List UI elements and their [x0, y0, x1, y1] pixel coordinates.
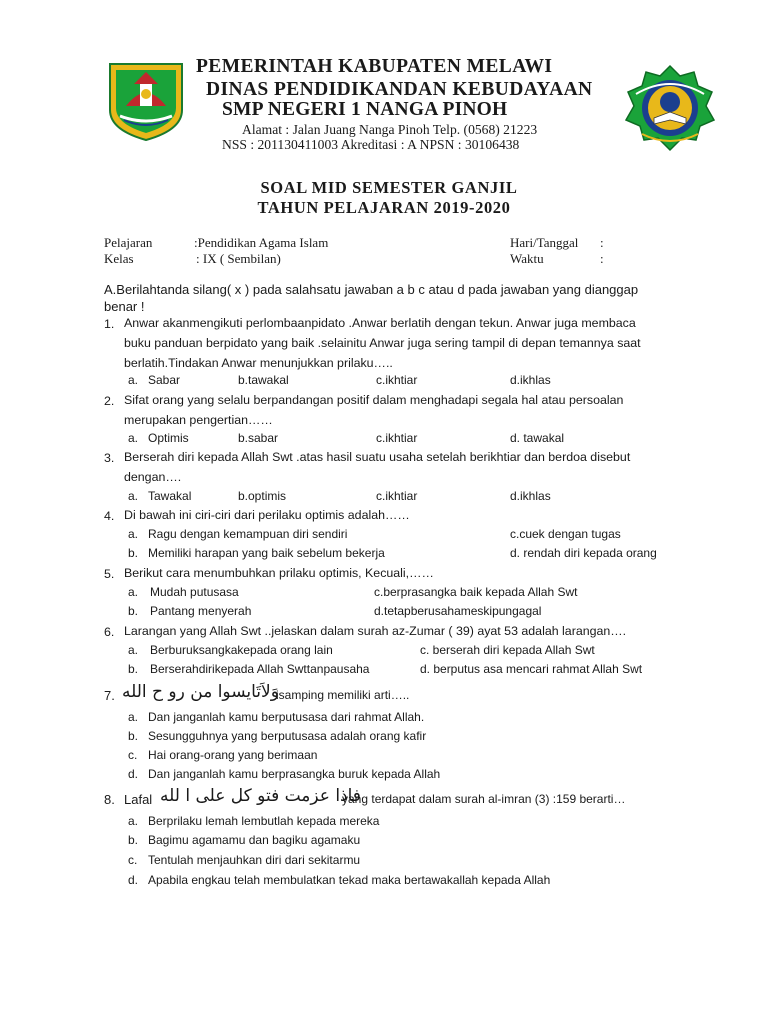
question-line: Anwar akanmengikuti perlombaanpidato .Anwar berlatih dengan tekun. Anwar juga membaca: [124, 316, 636, 330]
answer-option[interactable]: d.ikhlas: [510, 373, 551, 387]
answer-option[interactable]: d. tawakal: [510, 431, 565, 445]
option-letter: b.: [128, 833, 139, 847]
question-number: 5.: [104, 567, 115, 581]
answer-option[interactable]: Hai orang-orang yang berimaan: [148, 748, 318, 762]
answer-option[interactable]: Berprilaku lemah lembutlah kepada mereka: [148, 814, 380, 828]
answer-option[interactable]: Memiliki harapan yang baik sebelum bekerja: [148, 546, 385, 560]
question-line: berlatih.Tindakan Anwar menunjukkan prilaku…..: [124, 356, 393, 370]
answer-option[interactable]: Ragu dengan kemampuan diri sendiri: [148, 527, 348, 541]
instruction-text: A.Berilahtanda silang( x ) pada salahsatu jawaban a b c atau d pada jawaban yang dianggap benar !: [104, 282, 639, 314]
question-number: 1.: [104, 317, 115, 331]
option-letter: a.: [128, 527, 139, 541]
question-line: Larangan yang Allah Swt ..jelaskan dalam surah az-Zumar ( 39) ayat 53 adalah larangan….: [124, 624, 627, 638]
answer-option[interactable]: Tentulah menjauhkan diri dari sekitarmu: [148, 853, 361, 867]
question-number: 8.: [104, 792, 115, 807]
answer-option[interactable]: c.ikhtiar: [376, 431, 418, 445]
question-text: [124, 390, 672, 430]
answer-option[interactable]: Bagimu agamamu dan bagiku agamaku: [148, 833, 361, 847]
answer-option[interactable]: d.ikhlas: [510, 489, 551, 503]
answer-option[interactable]: Sesungguhnya yang berputusasa adalah orang kafir: [148, 729, 427, 743]
answer-option[interactable]: d. rendah diri kepada orang: [510, 546, 657, 560]
option-letter: b.: [128, 729, 139, 743]
question-text: [124, 563, 672, 583]
answer-option[interactable]: b.sabar: [238, 431, 279, 445]
answer-option[interactable]: d. berputus asa mencari rahmat Allah Swt: [420, 662, 643, 676]
answer-option[interactable]: Apabila engkau telah membulatkan tekad maka bertawakallah kepada Allah: [148, 873, 551, 887]
school-address: Alamat : Jalan Juang Nanga Pinoh Telp. (0568) 21223: [242, 122, 538, 137]
waktu-label: Waktu: [510, 251, 544, 266]
question-number: 3.: [104, 451, 115, 465]
answer-option[interactable]: c.cuek dengan tugas: [510, 527, 621, 541]
option-letter: c.: [128, 853, 138, 867]
question-line: Berikut cara menumbuhkan prilaku optimis, Kecuali,……: [124, 566, 434, 580]
answer-option[interactable]: Dan janganlah kamu berprasangka buruk kepada Allah: [148, 767, 441, 781]
answer-option[interactable]: c.ikhtiar: [376, 489, 418, 503]
question-number: 6.: [104, 625, 115, 639]
question-text: [124, 447, 672, 487]
question-text: yang terdapat dalam surah al-imran (3) :159 berarti…: [342, 792, 626, 806]
option-letter: a.: [128, 710, 139, 724]
hari-value: :: [600, 235, 604, 250]
option-letter: b.: [128, 604, 139, 618]
question-line: Berserah diri kepada Allah Swt .atas hasil suatu usaha setelah berikhtiar dan berdoa disebut: [124, 450, 631, 464]
option-letter: c.: [128, 748, 138, 762]
kabupaten-melawi-emblem-logo: [104, 60, 188, 142]
option-letter: a.: [128, 643, 139, 657]
answer-option[interactable]: b.optimis: [238, 489, 287, 503]
answer-option[interactable]: Tawakal: [148, 489, 192, 503]
hari-label: Hari/Tanggal: [510, 235, 579, 250]
answer-option[interactable]: Sabar: [148, 373, 181, 387]
answer-option[interactable]: c.ikhtiar: [376, 373, 418, 387]
department-name: DINAS PENDIDIKANDAN KEBUDAYAAN: [206, 79, 593, 100]
question-text: Lafal: [124, 792, 153, 807]
school-name: SMP NEGERI 1 NANGA PINOH: [222, 99, 508, 120]
arabic-verse: وَلاَتَايسوا من رو ح الله: [122, 682, 279, 702]
question-text: isamping memiliki arti…..: [276, 688, 410, 702]
option-letter: a.: [128, 489, 139, 503]
option-letter: a.: [128, 373, 139, 387]
question-line: Di bawah ini ciri-ciri dari perilaku optimis adalah……: [124, 508, 410, 522]
exam-title: SOAL MID SEMESTER GANJIL: [260, 178, 518, 197]
question-text: [124, 505, 672, 525]
arabic-verse: فاذا عزمت فتو كل على ا لله: [160, 786, 361, 806]
question-number: 2.: [104, 394, 115, 408]
question-line: dengan….: [124, 470, 182, 484]
answer-option[interactable]: d.tetapberusahameskipungagal: [374, 604, 542, 618]
pelajaran-label: Pelajaran: [104, 235, 153, 250]
answer-option[interactable]: Pantang menyerah: [150, 604, 252, 618]
option-letter: d.: [128, 873, 139, 887]
question-line: Sifat orang yang selalu berpandangan positif dalam menghadapi segala hal atau persoalan: [124, 393, 624, 407]
answer-option[interactable]: c.berprasangka baik kepada Allah Swt: [374, 585, 578, 599]
question-number: 7.: [104, 688, 115, 703]
option-letter: a.: [128, 585, 139, 599]
kelas-value: : IX ( Sembilan): [196, 251, 281, 266]
option-letter: a.: [128, 814, 139, 828]
answer-option[interactable]: c. berserah diri kepada Allah Swt: [420, 643, 595, 657]
question-text: [124, 313, 672, 373]
school-nss: NSS : 201130411003 Akreditasi : A NPSN : 30106438: [222, 137, 520, 152]
option-letter: a.: [128, 431, 139, 445]
answer-option[interactable]: Dan janganlah kamu berputusasa dari rahmat Allah.: [148, 710, 425, 724]
answer-option[interactable]: b.tawakal: [238, 373, 289, 387]
answer-option[interactable]: Optimis: [148, 431, 189, 445]
question-number: 4.: [104, 509, 115, 523]
government-name: PEMERINTAH KABUPATEN MELAWI: [196, 56, 553, 77]
answer-option[interactable]: Berburuksangkakepada orang lain: [150, 643, 333, 657]
option-letter: d.: [128, 767, 139, 781]
option-letter: b.: [128, 546, 139, 560]
pelajaran-value: :Pendidikan Agama Islam: [194, 235, 329, 250]
waktu-value: :: [600, 251, 604, 266]
question-text: [124, 621, 672, 641]
option-letter: b.: [128, 662, 139, 676]
question-line: merupakan pengertian……: [124, 413, 273, 427]
exam-year: TAHUN PELAJARAN 2019-2020: [257, 198, 511, 217]
question-line: buku panduan berpidato yang baik .selainitu Anwar juga sering tampil di depan temannya saat: [124, 336, 641, 350]
answer-option[interactable]: Berserahdirikepada Allah Swttanpausaha: [150, 662, 370, 676]
answer-option[interactable]: Mudah putusasa: [150, 585, 239, 599]
kelas-label: Kelas: [104, 251, 134, 266]
smpn1-nanga-pinoh-emblem-logo: [622, 64, 718, 154]
